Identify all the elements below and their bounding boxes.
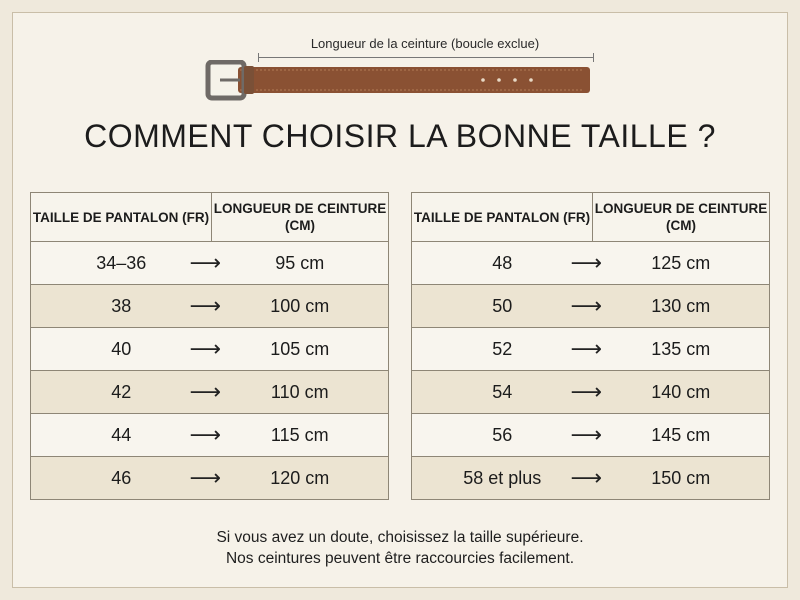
cell-longueur	[570, 285, 770, 328]
measure-line	[258, 57, 594, 58]
right-arrow-icon: ⟶	[570, 379, 603, 404]
cell-taille: 48	[412, 242, 593, 285]
table-row	[412, 328, 770, 371]
cell-longueur	[189, 285, 389, 328]
cell-taille: 46	[31, 457, 212, 500]
cell-longueur-text: 145 cm	[651, 424, 711, 445]
header-taille: TAILLE DE PANTALON (FR)	[412, 193, 593, 242]
cell-longueur-text: 95 cm	[275, 252, 325, 273]
cell-longueur	[189, 457, 389, 500]
table-row	[31, 457, 389, 500]
cell-taille: 56	[412, 414, 593, 457]
cell-taille: 50	[412, 285, 593, 328]
right-arrow-icon: ⟶	[570, 250, 603, 275]
table-row	[31, 371, 389, 414]
right-arrow-icon: ⟶	[189, 336, 222, 361]
cell-longueur	[570, 242, 770, 285]
cell-longueur	[570, 371, 770, 414]
cell-longueur-text: 125 cm	[651, 252, 711, 273]
advice-note	[0, 527, 800, 569]
cell-longueur	[189, 371, 389, 414]
belt-diagram	[0, 0, 800, 110]
header-taille: TAILLE DE PANTALON (FR)	[31, 193, 212, 242]
cell-taille: 52	[412, 328, 593, 371]
right-arrow-icon: ⟶	[189, 293, 222, 318]
cell-longueur	[189, 328, 389, 371]
right-arrow-icon: ⟶	[570, 465, 603, 490]
cell-longueur-text: 120 cm	[270, 467, 330, 488]
right-arrow-icon: ⟶	[189, 465, 222, 490]
table-row	[412, 457, 770, 500]
cell-longueur-text: 130 cm	[651, 295, 711, 316]
cell-longueur-text: 110 cm	[270, 381, 329, 402]
right-arrow-icon: ⟶	[570, 422, 603, 447]
table-row	[31, 285, 389, 328]
cell-longueur-text: 115 cm	[270, 424, 329, 445]
right-arrow-icon: ⟶	[189, 250, 222, 275]
advice-line-1: Si vous avez un doute, choisissez la taille supérieure.	[216, 529, 584, 546]
table-header-row	[412, 193, 770, 242]
table-row	[412, 242, 770, 285]
right-arrow-icon: ⟶	[570, 336, 603, 361]
table-header-row	[31, 193, 389, 242]
size-table-right	[411, 192, 770, 500]
cell-taille: 54	[412, 371, 593, 414]
size-table-left	[30, 192, 389, 500]
cell-longueur	[189, 414, 389, 457]
table-row	[412, 285, 770, 328]
header-longueur: LONGUEUR DE CEINTURE (CM)	[212, 193, 389, 242]
table-row	[31, 328, 389, 371]
header-longueur: LONGUEUR DE CEINTURE (CM)	[593, 193, 770, 242]
page-title: COMMENT CHOISIR LA BONNE TAILLE ?	[84, 118, 716, 154]
cell-taille: 42	[31, 371, 212, 414]
table-row	[31, 242, 389, 285]
cell-longueur	[570, 328, 770, 371]
belt-illustration	[200, 60, 600, 104]
right-arrow-icon: ⟶	[189, 379, 222, 404]
advice-line-2: Nos ceintures peuvent être raccourcies facilement.	[225, 550, 575, 567]
cell-longueur	[570, 414, 770, 457]
cell-longueur	[189, 242, 389, 285]
right-arrow-icon: ⟶	[570, 293, 603, 318]
table-row	[412, 371, 770, 414]
cell-taille: 40	[31, 328, 212, 371]
right-arrow-icon: ⟶	[189, 422, 222, 447]
cell-taille: 58 et plus	[412, 457, 593, 500]
cell-longueur-text: 140 cm	[651, 381, 711, 402]
cell-taille: 38	[31, 285, 212, 328]
cell-longueur-text: 135 cm	[651, 338, 711, 359]
table-row	[412, 414, 770, 457]
cell-longueur-text: 100 cm	[270, 295, 330, 316]
cell-longueur-text: 105 cm	[270, 338, 330, 359]
cell-longueur-text: 150 cm	[651, 467, 711, 488]
belt-length-caption: Longueur de la ceinture (boucle exclue)	[310, 36, 540, 51]
cell-taille: 44	[31, 414, 212, 457]
cell-longueur	[570, 457, 770, 500]
table-row	[31, 414, 389, 457]
cell-taille: 34–36	[31, 242, 212, 285]
